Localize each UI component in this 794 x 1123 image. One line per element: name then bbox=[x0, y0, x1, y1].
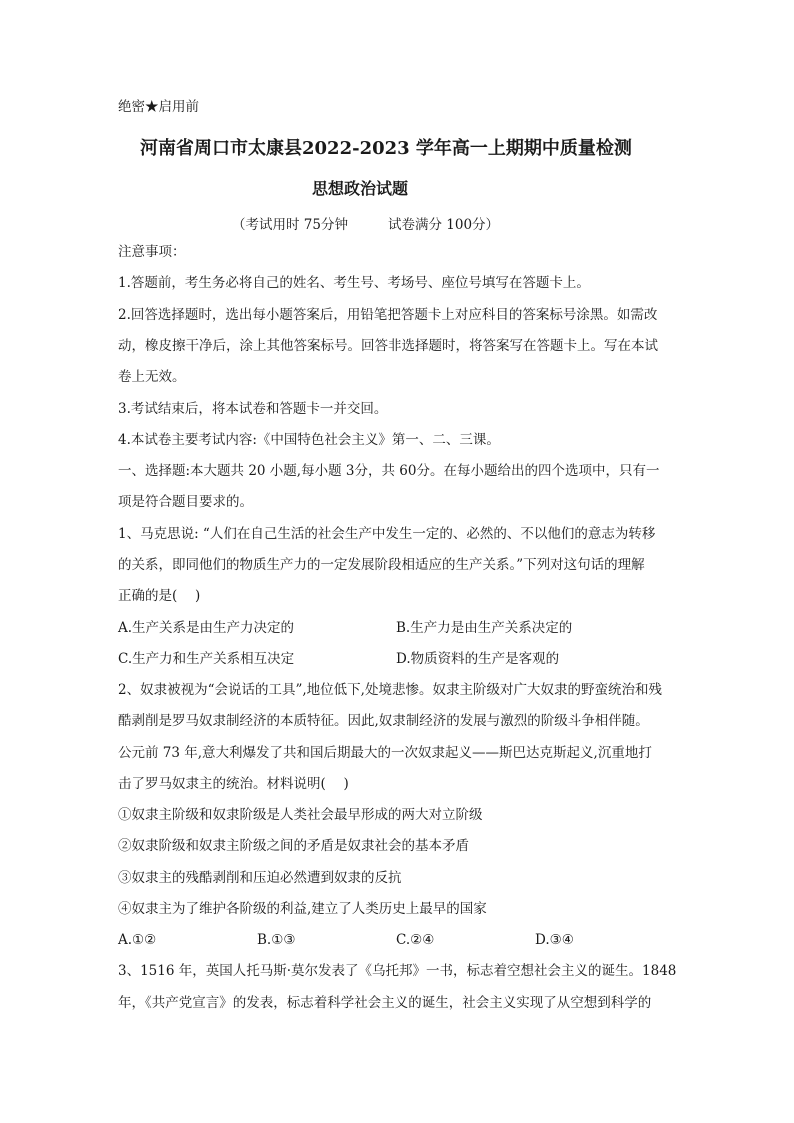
q1-option-b[interactable]: B.生产力是由生产关系决定的 bbox=[396, 620, 573, 636]
exam-subtitle: 思想政治试题 bbox=[312, 179, 409, 198]
section-1-line-1: 一、选择题:本大题共 20 小题,每小题 3分，共 60分。在每小题给出的四个选项中，只有一 bbox=[118, 463, 660, 479]
q1-option-c[interactable]: C.生产力和生产关系相互决定 bbox=[118, 651, 295, 667]
q2-statement-2: ②奴隶阶级和奴隶主阶级之间的矛盾是奴隶社会的基本矛盾 bbox=[118, 838, 469, 854]
q1-option-a[interactable]: A.生产关系是由生产力决定的 bbox=[118, 620, 295, 636]
q1-line-1: 1、马克思说: “人们在自己生活的社会生产中发生一定的、必然的、不以他们的意志为转移 bbox=[118, 526, 656, 542]
section-1-line-2: 项是符合题目要求的。 bbox=[118, 494, 253, 510]
confidential-mark: 绝密★启用前 bbox=[118, 99, 199, 115]
note-3: 3.考试结束后，将本试卷和答题卡一并交回。 bbox=[118, 401, 388, 417]
q2-line-2: 酷剥削是罗马奴隶制经济的本质特征。因此,奴隶制经济的发展与激烈的阶级斗争相伴随。 bbox=[118, 713, 649, 729]
q3-line-2: 年，《共产党宣言》的发表，标志着科学社会主义的诞生，社会主义实现了从空想到科学的 bbox=[118, 995, 652, 1011]
note-2-line-3: 卷上无效。 bbox=[118, 369, 186, 385]
q2-option-d[interactable]: D.③④ bbox=[535, 932, 574, 948]
q3-line-1: 3、1516 年，英国人托马斯·莫尔发表了《乌托邦》一书，标志着空想社会主义的诞生。1848 bbox=[118, 963, 677, 979]
note-2-line-2: 动，橡皮擦干净后，涂上其他答案标号。回答非选择题时，将答案写在答题卡上。写在本试 bbox=[118, 338, 658, 354]
exam-score: 试卷满分 100分） bbox=[388, 217, 500, 233]
note-4: 4.本试卷主要考试内容:《中国特色社会主义》第一、二、三课。 bbox=[118, 432, 500, 448]
q2-line-4: 击了罗马奴隶主的统治。材料说明( ) bbox=[118, 776, 349, 792]
q1-line-3: 正确的是( ) bbox=[118, 588, 201, 604]
q1-option-d[interactable]: D.物质资料的生产是客观的 bbox=[396, 651, 560, 667]
q2-statement-4: ④奴隶主为了维护各阶级的利益,建立了人类历史上最早的国家 bbox=[118, 901, 487, 917]
q2-option-c[interactable]: C.②④ bbox=[396, 932, 435, 948]
exam-time: （考试用时 75分钟 bbox=[232, 217, 348, 233]
note-1: 1.答题前，考生务必将自己的姓名、考生号、考场号、座位号填写在答题卡上。 bbox=[118, 275, 590, 291]
exam-title: 河南省周口市太康县2022-2023 学年高一上期期中质量检测 bbox=[140, 138, 632, 159]
notes-heading: 注意事项： bbox=[118, 244, 186, 260]
q2-statement-3: ③奴隶主的残酷剥削和压迫必然遭到奴隶的反抗 bbox=[118, 870, 402, 886]
note-2-line-1: 2.回答选择题时，选出每小题答案后，用铅笔把答题卡上对应科目的答案标号涂黑。如需改 bbox=[118, 307, 658, 323]
q2-line-1: 2、奴隶被视为“会说话的工具”,地位低下,处境悲惨。奴隶主阶级对广大奴隶的野蛮统治和残 bbox=[118, 682, 662, 698]
q2-option-b[interactable]: B.①③ bbox=[257, 932, 296, 948]
q2-statement-1: ①奴隶主阶级和奴隶阶级是人类社会最早形成的两大对立阶级 bbox=[118, 807, 483, 823]
q2-line-3: 公元前 73 年,意大利爆发了共和国后期最大的一次奴隶起义——斯巴达克斯起义,沉重地打 bbox=[118, 745, 652, 761]
q1-line-2: 的关系，即同他们的物质生产力的一定发展阶段相适应的生产关系。”下列对这句话的理解 bbox=[118, 557, 645, 573]
q2-option-a[interactable]: A.①② bbox=[118, 932, 157, 948]
